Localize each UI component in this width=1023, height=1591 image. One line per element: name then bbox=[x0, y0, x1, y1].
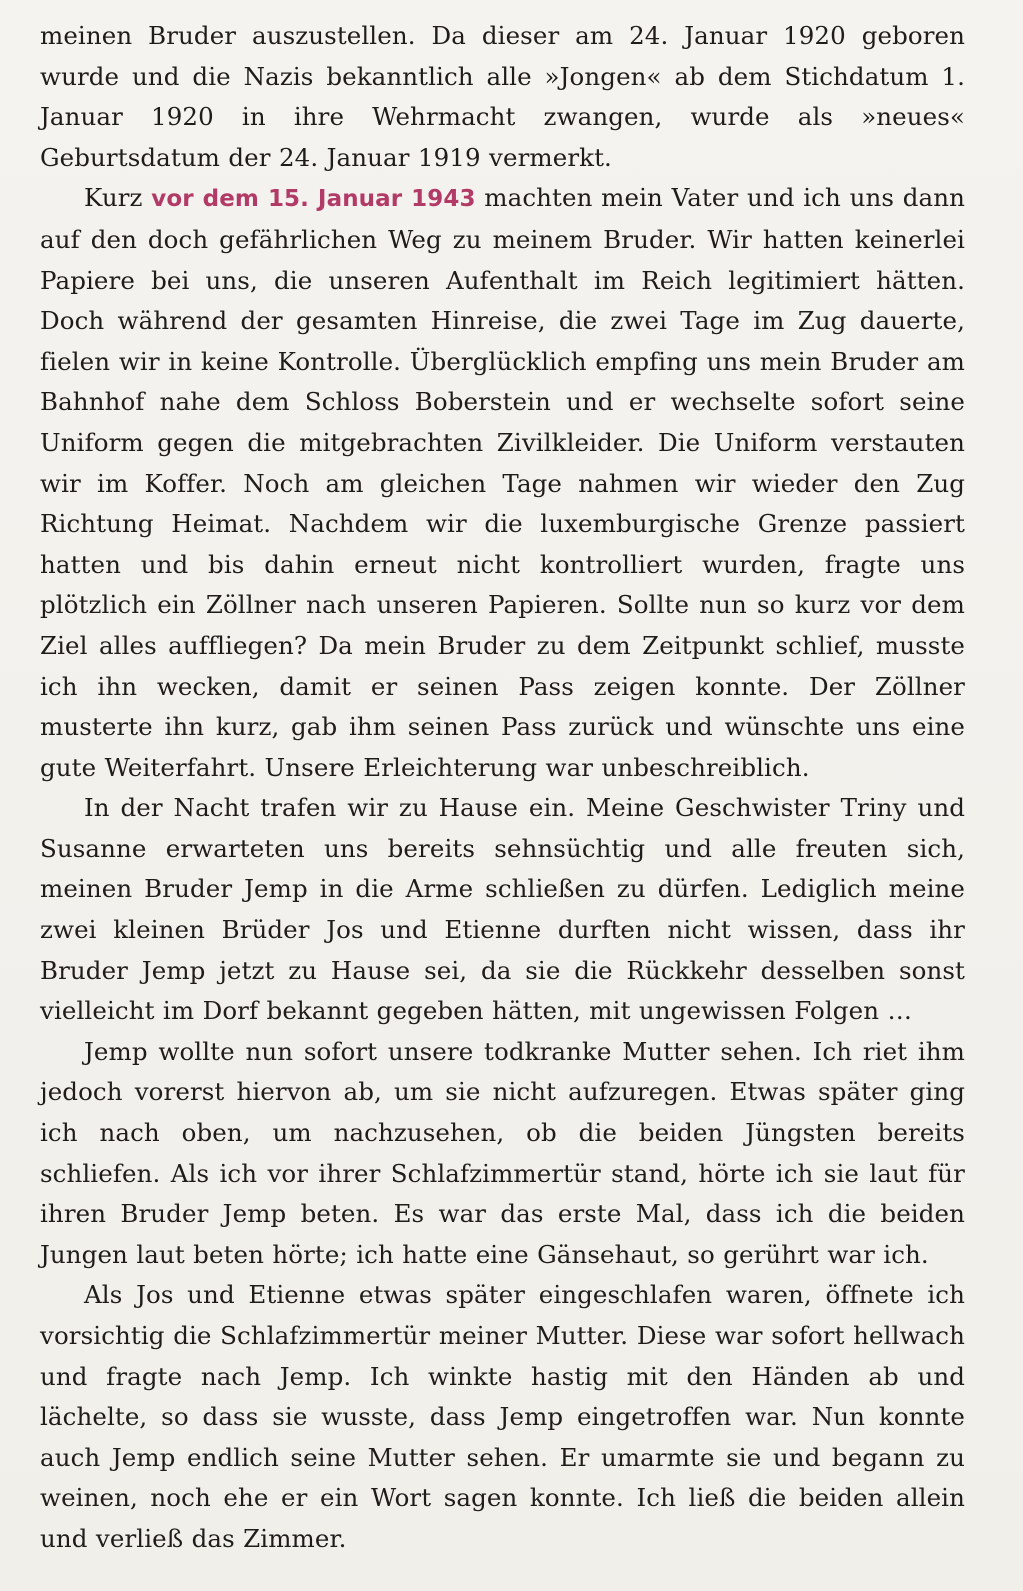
paragraph-5: Als Jos und Etienne etwas später eingeschlafen waren, öffnete ich vorsichtig die Schlafzimmertür meiner Mutter. Diese war sofort hellwach und fragte nach Jemp. Ich winkte hastig mit den Händen ab und lächelte, so dass sie wusste, dass Jemp eingetroffen war. Nun konnte auch Jemp endlich seine Mutter sehen. Er umarmte sie und begann zu weinen, noch ehe er ein Wort sagen konnte. Ich ließ die beiden allein und verließ das Zimmer. bbox=[40, 1280, 965, 1553]
date-highlight: vor dem 15. Januar 1943 bbox=[151, 186, 476, 213]
paragraph-1: meinen Bruder auszustellen. Da dieser am 24. Januar 1920 geboren wurde und die Nazis bekanntlich alle »Jongen« ab dem Stichdatum 1. Januar 1920 in ihre Wehrmacht zwangen, wurde als »neues« Geburtsdatum der 24. Januar 1919 vermerkt. bbox=[40, 21, 965, 172]
paragraph-2-rest: machten mein Vater und ich uns dann auf den doch gefährlichen Weg zu meinem Bruder. Wir hatten keinerlei Papiere bei uns, die unseren Aufenthalt im Reich legitimiert hätten. Doch während der gesamten Hinreise, die zwei Tage im Zug dauerte, fielen wir in keine Kontrolle. Überglücklich empfing uns mein Bruder am Bahnhof nahe dem Schloss Boberstein und er wechselte sofort seine Uniform gegen die mitgebrachten Zivilkleider. Die Uniform verstauten wir im Koffer. Noch am gleichen Tage nahmen wir wieder den Zug Richtung Heimat. Nachdem wir die luxemburgische Grenze passiert hatten und bis dahin erneut nicht kontrolliert wurden, fragte uns plötzlich ein Zöllner nach unseren Papieren. Sollte nun so kurz vor dem Ziel alles auffliegen? Da mein Bruder zu dem Zeitpunkt schlief, musste ich ihn wecken, damit er seinen Pass zeigen konnte. Der Zöllner musterte ihn kurz, gab ihm seinen Pass zurück und wünschte uns eine gute Weiterfahrt. Unsere Erleichterung war unbeschreiblich. bbox=[40, 183, 965, 782]
paragraph-4: Jemp wollte nun sofort unsere todkranke Mutter sehen. Ich riet ihm jedoch vorerst hiervon ab, um sie nicht aufzuregen. Etwas später ging ich nach oben, um nachzusehen, ob die beiden Jüngsten bereits schliefen. Als ich vor ihrer Schlafzimmertür stand, hörte ich sie laut für ihren Bruder Jemp beten. Es war das erste Mal, dass ich die beiden Jungen laut beten hörte; ich hatte eine Gänsehaut, so gerührt war ich. bbox=[40, 1036, 965, 1269]
body-text bbox=[40, 16, 965, 1560]
paragraph-3: In der Nacht trafen wir zu Hause ein. Meine Geschwister Triny und Susanne erwarteten uns bereits sehnsüchtig und alle freuten sich, meinen Bruder Jemp in die Arme schließen zu dürfen. Lediglich meine zwei kleinen Brüder Jos und Etienne durften nicht wissen, dass ihr Bruder Jemp jetzt zu Hause sei, da sie die Rückkehr desselben sonst vielleicht im Dorf bekannt gegeben hätten, mit ungewissen Folgen … bbox=[40, 793, 965, 1026]
paragraph-2-start: Kurz bbox=[84, 183, 152, 213]
paragraph-2 bbox=[40, 178, 965, 788]
